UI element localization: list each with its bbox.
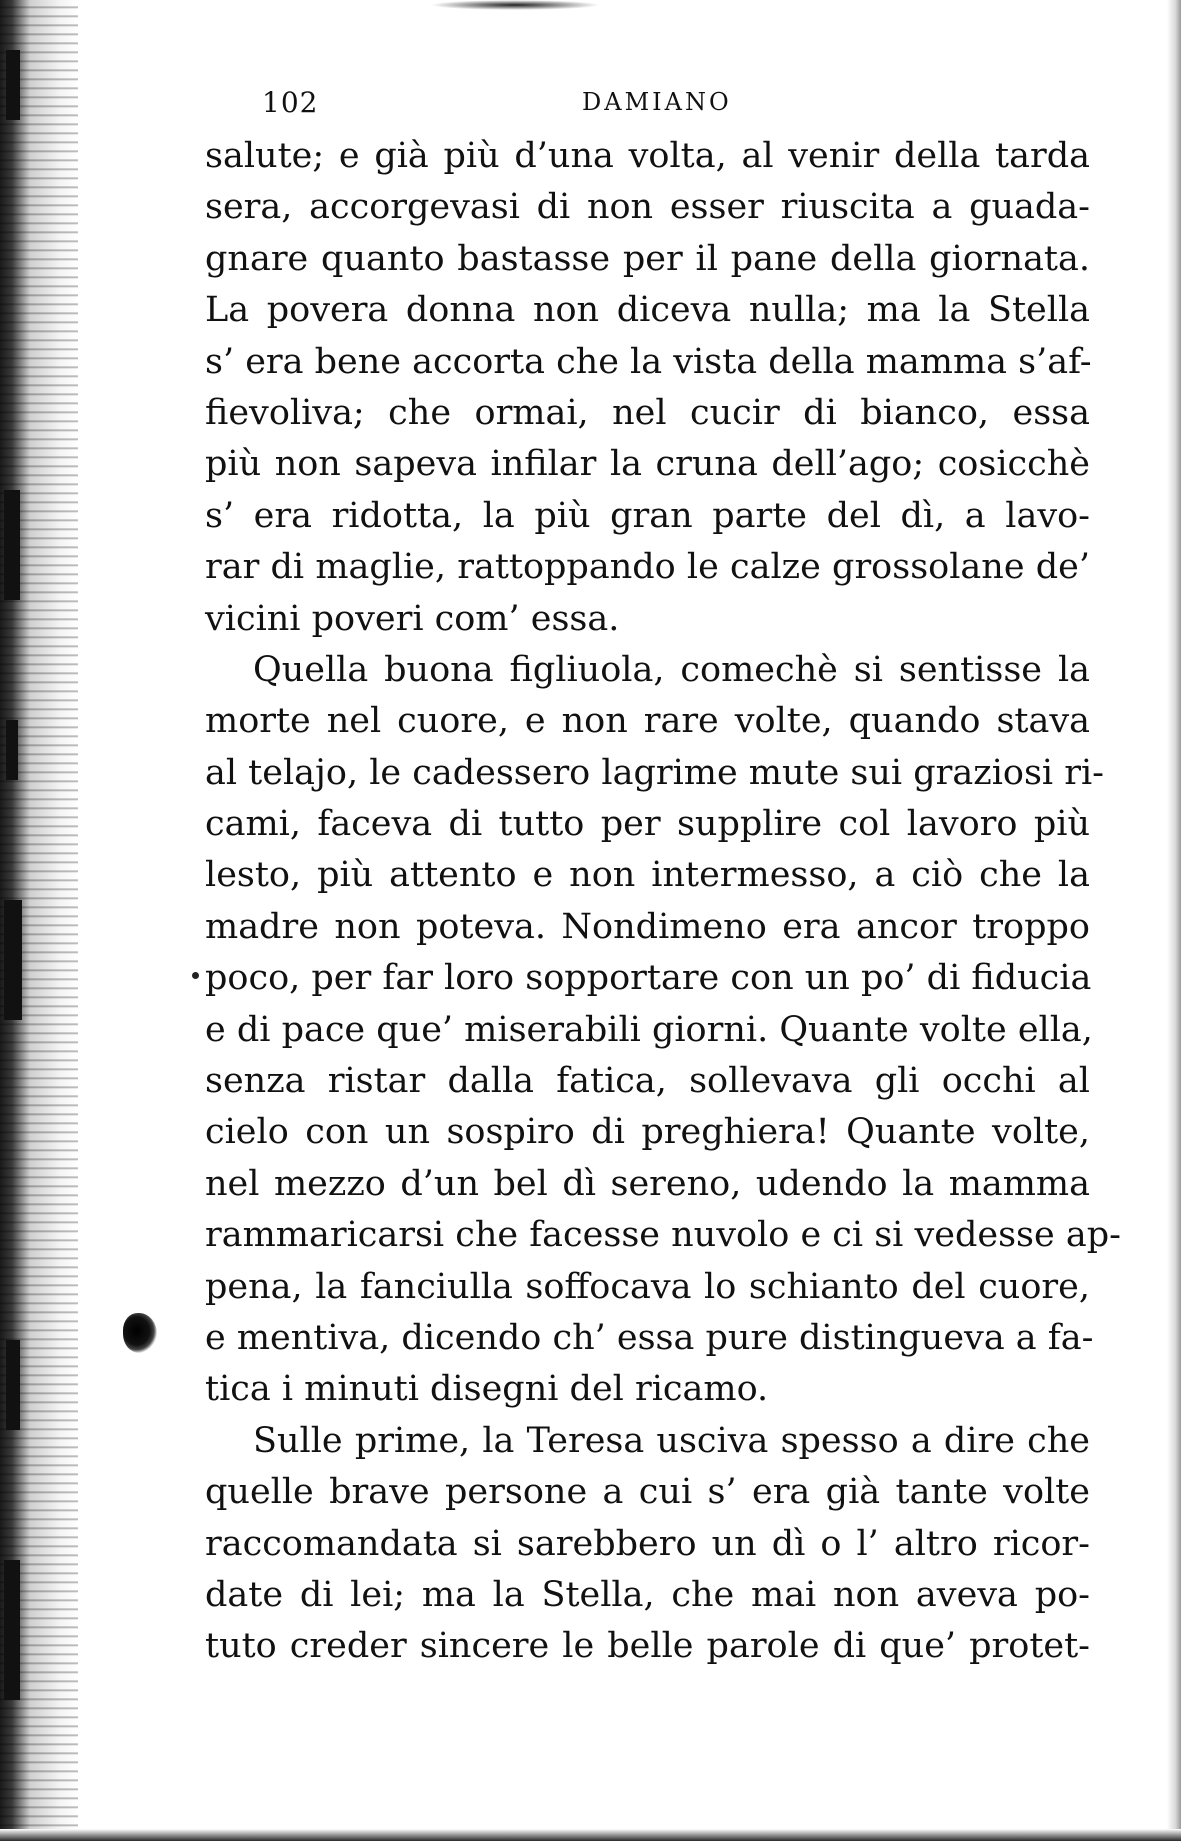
text-line: quelle brave persone a cui s’ era già tante volte [205,1472,1090,1513]
text-line: nel mezzo d’un bel dì sereno, udendo la mamma [205,1163,1090,1204]
text-line: date di lei; ma la Stella, che mai non aveva po- [205,1574,1090,1615]
binding-mark [4,490,20,600]
page-bottom-edge [0,1829,1181,1841]
text-line: raccomandata si sarebbero un dì o l’ altro ricor- [205,1523,1090,1564]
text-line: rar di maglie, rattoppando le calze grossolane de’ [205,547,1090,588]
top-smudge [430,0,600,10]
body-text [205,131,1121,1673]
running-head: DAMIANO [582,88,732,116]
page-number: 102 [262,86,319,119]
text-line: pena, la fanciulla soffocava lo schianto del cuore, [205,1266,1090,1307]
text-line: vicini poveri com’ essa. [205,598,620,639]
text-line: s’ era ridotta, la più gran parte del dì, a lavo- [205,495,1090,536]
margin-dot [192,972,199,979]
text-line: salute; e già più d’una volta, al venir della tarda [205,136,1090,176]
text-line: madre non poteva. Nondimeno era ancor troppo [205,906,1090,947]
text-line: sera, accorgevasi di non esser riuscita a guada- [205,187,1090,228]
binding-mark [6,1340,20,1430]
text-line: senza ristar dalla fatica, sollevava gli occhi al [205,1061,1090,1102]
text-line: Sulle prime, la Teresa usciva spesso a dire che [253,1420,1090,1461]
text-line: s’ era bene accorta che la vista della mamma s’af- [205,341,1092,382]
text-line: e di pace que’ miserabili giorni. Quante volte ella, [205,1009,1093,1050]
binding-mark [6,50,20,120]
text-line: tuto creder sincere le belle parole di que’ protet- [205,1626,1090,1667]
text-line: poco, per far loro sopportare con un po’ di fiducia [205,958,1092,999]
page-right-edge [1167,0,1181,1841]
text-line: Quella buona figliuola, comechè si sentisse la [253,649,1090,690]
text-line: cami, faceva di tutto per supplire col lavoro più [205,804,1090,845]
text-line: e mentiva, dicendo ch’ essa pure distingueva a fa- [205,1317,1094,1358]
text-line: tica i minuti disegni del ricamo. [205,1369,769,1410]
binding-mark [4,1560,20,1700]
text-line: fievoliva; che ormai, nel cucir di bianco, essa [205,392,1090,433]
text-line: cielo con un sospiro di preghiera! Quante volte, [205,1112,1090,1153]
text-line: morte nel cuore, e non rare volte, quando stava [205,701,1090,742]
text-line: lesto, più attento e non intermesso, a ciò che la [205,855,1090,896]
text-line: più non sapeva infilar la cruna dell’ago; cosicchè [205,444,1090,485]
text-line: gnare quanto bastasse per il pane della giornata. [205,238,1090,279]
text-line: rammaricarsi che facesse nuvolo e ci si vedesse ap- [205,1215,1121,1256]
text-line: al telajo, le cadessero lagrime mute sui graziosi ri- [205,752,1104,793]
text-line: La povera donna non diceva nulla; ma la Stella [205,290,1090,331]
binding-mark [6,720,18,780]
binding-mark [4,900,22,1020]
ink-blot [123,1313,157,1353]
page-header [262,86,1092,126]
